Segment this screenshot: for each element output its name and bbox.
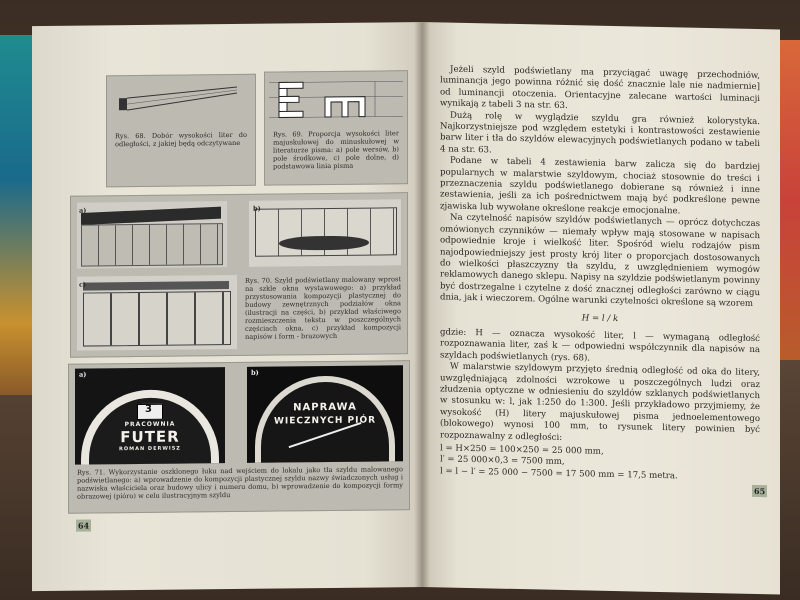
- fig71a-line1: PRACOWNIA: [124, 420, 176, 429]
- fig68-caption: Rys. 68. Dobór wysokości liter do odległości, z jakiej będą odczytywane: [115, 130, 247, 149]
- fig70a-window-sign: [77, 201, 227, 269]
- fig71a-house-number: 3: [145, 403, 153, 415]
- paragraph-1: Jeżeli szyld podświetlany ma przyciągać uwagę przechodniów, luminancja jego powinna różnić się dość znacznie lale nie nadmiernie] od luminancji otoczenia. Orientacyjne zalecane wartości luminacji wynikają z tabeli 3 na str. 63.: [440, 64, 760, 112]
- calculation-line: l = l − l′ = 25 000 − 7500 = 17 500 mm = 17,5 metra.: [440, 466, 678, 482]
- paragraph-5: W malarstwie szyldowym przyjęto średnią odległość od oka do litery, uwzględniającą zdolności wzrokowe u poszczególnych ludzi oraz złudzenia optyczne w odniesieniu do szyldów szklanych podświetlanych w stosunku w: l, jak 1:250 do 1:300. Jeśli przykładowo przyjmiemy, że wysokość (H) litery majuskułowej pisma jednoelementowego (blokowego) wynosi 100 mm, to rysunek litery powinien być rozpoznawalny z odległości:: [440, 361, 760, 443]
- figure-70: [70, 192, 408, 358]
- fig70c-window-sign: [77, 275, 237, 351]
- figure-68: [106, 74, 256, 188]
- fig71b-line2: WIECZNYCH PIÓR: [273, 415, 377, 427]
- left-page-number: 64: [78, 520, 90, 531]
- paragraph-2: Dużą rolę w wyglądzie szyldu gra również kolorystyka. Najkorzystniejsze pod względem estetyki i kontrastowości zestawienie barw liter i tła do szyldów elewacyjnych podświetlanych podano w tabeli 4 na str. 63.: [440, 110, 760, 156]
- calculation-line: l′ = 25 000×0,3 = 7500 mm,: [440, 454, 565, 468]
- fig70-label-b: b): [253, 204, 261, 213]
- book-gutter: [414, 22, 430, 587]
- fig70-label-c: c): [79, 280, 87, 289]
- fig70-label-a: a): [79, 206, 87, 215]
- formula: H = l / k: [581, 312, 619, 324]
- fig69-letter-proportion-drawing: [265, 71, 407, 128]
- right-page-body: [440, 64, 760, 484]
- paragraph-4: Na czytelność napisów szyldów podświetlanych — oprócz dotychczas omówionych czynników — niemały wpływ mają stosowane w napisach odpowiednie kroje i wielkość liter. Spośród wielu rodzajów pism najodpowiedniejszy jest prosty krój liter o proporcjach dostosowanych do wielkości płaszczyzny tła szyldu, z uwzględnieniem wymogów reklamowych danego sklepu. Napisy na szyldzie podświetlanym powinny być dostrzegalne i czytelne z dość znacznej odległości zarówno w ciągu dnia, jak i wieczorem. Ogólne warunki czytelności określone są wzorem: [440, 212, 760, 310]
- fig71b-photo: [247, 365, 403, 463]
- fig71-label-b: b): [251, 368, 259, 377]
- fig71b-line1: NAPRAWA: [293, 401, 357, 414]
- calculations: [440, 443, 760, 484]
- formula-explanation: gdzie: H — oznacza wysokość liter, l — wymaganą odległość rozpoznawania liter, zaś k — odpowiedni współczynnik dla napisów na szyldach podświetlanych (rys. 68).: [440, 327, 760, 364]
- open-book: [12, 22, 792, 597]
- left-page: [32, 22, 424, 591]
- right-page-number: 65: [754, 485, 766, 497]
- fig71a-photo: [75, 367, 225, 465]
- paragraph-3: Podane w tabeli 4 zestawienia barw zalicza się do bardziej popularnych w malarstwie szyldowym, chociaż stosownie do treści i przeznaczenia szyldu podświetlanego dobierane są również i inne zestawienia, jeśli za ich pośrednictwem mają być podkreślone pewne zjawiska lub wywołane określone reakcje emocjonalne.: [440, 155, 760, 217]
- fig71a-line2: FUTER: [120, 427, 180, 447]
- figure-69: [264, 70, 408, 186]
- fig69-caption: Rys. 69. Proporcja wysokości liter majuskułowej do minuskułowej w literaturze pisma: a) pole wersów, b) pole środkowe, c) pole dolne, d) podstawowa linia pisma: [273, 129, 399, 171]
- right-page: [422, 22, 780, 594]
- fig71-label-a: a): [79, 370, 87, 379]
- fig68-perspective-drawing: [107, 75, 255, 137]
- fig70b-window-sign: [249, 199, 401, 267]
- calculation-line: l = H×250 = 100×250 = 25 000 mm,: [440, 443, 604, 457]
- fig71-caption: Rys. 71. Wykorzystanie oszklonego łuku nad wejściem do lokalu jako tła szyldu malowanego podświetlanego: a) wprowadzenie do kompozycji plastycznej szyldu nazwy świadczonych usług i nazwiska właściciela oraz budowy ulicy i numeru domu, b) wprowadzenie do kompozycji formy obrazowej (pióro) w celu ilustracyjnym szyldu: [77, 465, 403, 501]
- fig71a-line3: ROMAN DERWISZ: [119, 445, 181, 453]
- figure-71: [68, 360, 410, 514]
- fig70-caption: Rys. 70. Szyld podświetlany malowany wprost na szkle okna wystawowego: a) przykład przystosowania kompozycji plastycznej do budowy zewnętrznych podziałów okna (ilustracji na części, b) przykład właściwego rozmieszczenia tekstu w poszczególnych częściach okna, c) przykład kompozycji napisów i form - brazowych: [245, 275, 401, 341]
